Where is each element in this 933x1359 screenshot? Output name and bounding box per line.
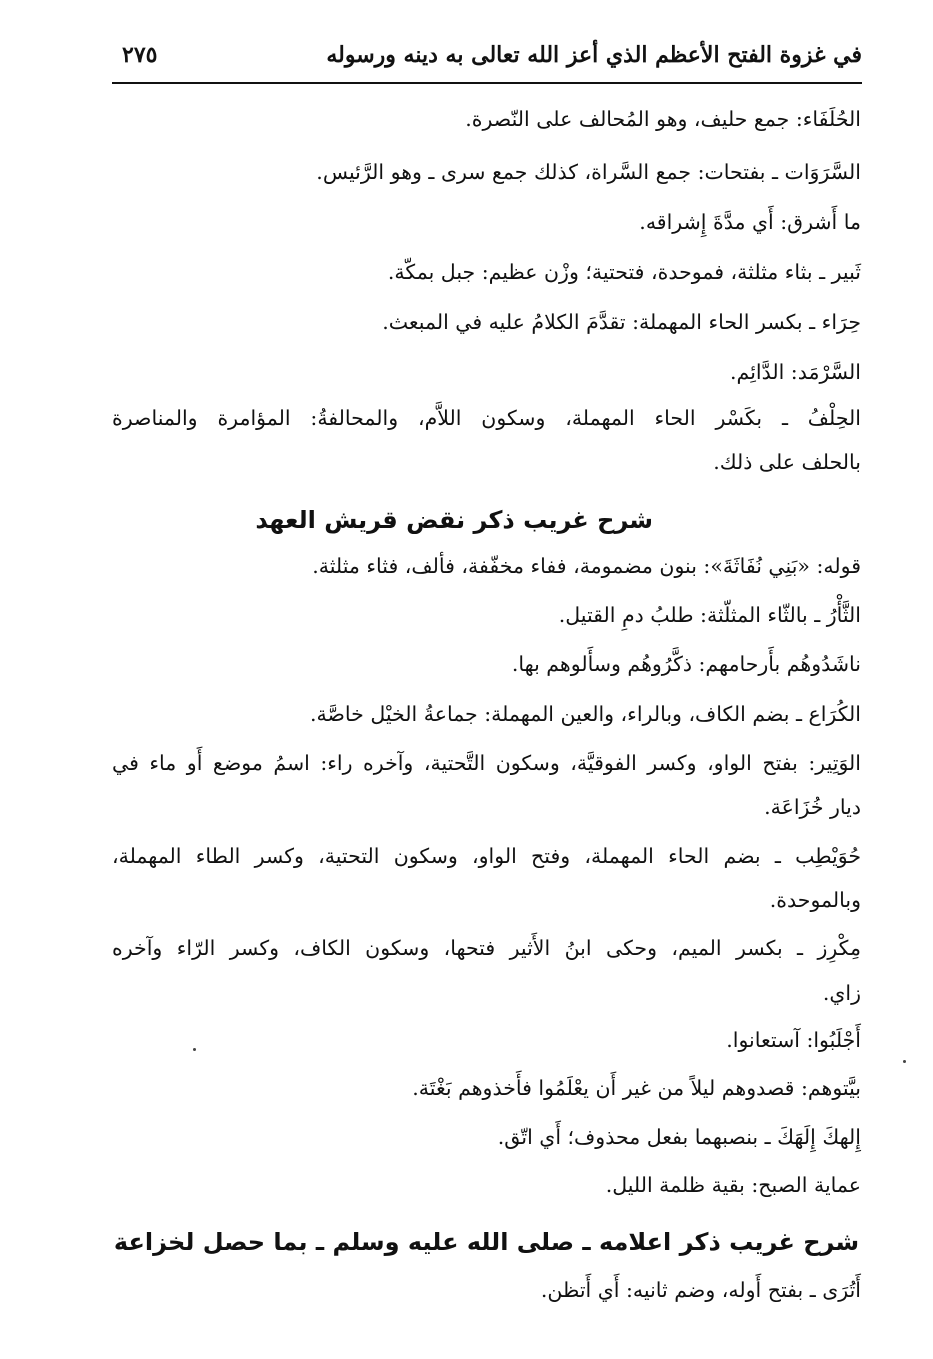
glossary-entry: عماية الصبح: بقية ظلمة الليل. xyxy=(605,1173,861,1197)
glossary-entry: الحُلَفَاء: جمع حليف، وهو المُحالف على النّصرة. xyxy=(465,107,861,131)
glossary-entry: ما أَشرق: أَي مدَّةَ إِشراقه. xyxy=(639,210,861,234)
glossary-entry: السَّرَوَات ـ بفتحات: جمع السَّراة، كذلك جمع سرى ـ وهو الرَّئيس. xyxy=(316,160,861,184)
glossary-entry-continuation: بالحلف على ذلك. xyxy=(713,450,861,474)
scan-speck xyxy=(903,1060,906,1063)
glossary-entry-continuation: ديار خُزَاعَة. xyxy=(764,795,861,819)
glossary-entry-continuation: وبالموحدة. xyxy=(769,888,861,912)
glossary-entry: الكُرَاع ـ بضم الكاف، وبالراء، والعين المهملة: جماعةُ الخيْل خاصَّة. xyxy=(309,702,861,726)
running-header xyxy=(112,38,862,84)
glossary-entry-continuation: زاي. xyxy=(822,981,861,1005)
page-number: ٢٧٥ xyxy=(122,42,158,68)
running-title: في غزوة الفتح الأعظم الذي أعز الله تعالى به دينه ورسوله xyxy=(326,42,862,68)
glossary-entry: الوَتِير: بفتح الواو، وكسر الفوقيَّة، وسكون التَّحتية، وآخره راء: اسمُ موضع أَو ماء في xyxy=(112,751,861,775)
glossary-entry: الحِلْفُ ـ بكَسْر الحاء المهملة، وسكون اللاَّم، والمحالفةُ: المؤامرة والمناصرة xyxy=(112,406,861,430)
scan-speck xyxy=(193,1048,196,1051)
glossary-entry: بيَّتوهم: قصدوهم ليلاً من غير أَن يعْلَمُوا فأَخذوهم بَغْتَة. xyxy=(412,1076,861,1100)
glossary-entry: مِكْرِز ـ بكسر الميم، وحكى ابنُ الأَثير فتحها، وسكون الكاف، وكسر الرّاء وآخره xyxy=(112,936,861,960)
section-heading: شرح غريب ذكر اعلامه ـ صلى الله عليه وسلم ـ بما حصل لخزاعة xyxy=(113,1228,860,1256)
glossary-entry: حِرَاء ـ بكسر الحاء المهملة: تقدَّمَ الكلامُ عليه في المبعث. xyxy=(382,310,861,334)
glossary-entry: قوله: «بَنِي نُفَاثَةَ»: بنون مضمومة، ففاء مخفّفة، فألف، فثاء مثلثة. xyxy=(312,554,861,578)
glossary-entry: ناشَدُوهُم بأَرحامهم: ذكَّرُوهُم وسأَلوهم بها. xyxy=(511,652,861,676)
glossary-entry: السَّرْمَد: الدَّائِم. xyxy=(730,360,861,384)
glossary-entry: ثَبير ـ بثاء مثلثة، فموحدة، فتحتية؛ وزْن عظيم: جبل بمكّة. xyxy=(387,260,861,284)
section-heading: شرح غريب ذكر نقض قريش العهد xyxy=(255,506,653,534)
glossary-entry: أَتُرَى ـ بفتح أَوله، وضم ثانيه: أَي أَتظن. xyxy=(540,1278,861,1302)
glossary-entry: حُوَيْطِب ـ بضم الحاء المهملة، وفتح الواو، وسكون التحتية، وكسر الطاء المهملة، xyxy=(112,844,861,868)
glossary-entry: أَجْلَبُوا: آستعانوا. xyxy=(726,1028,861,1052)
glossary-entry: الثَّأْرُ ـ بالثّاء المثلّثة: طلبُ دمِ القتيل. xyxy=(558,603,861,627)
glossary-entry: إِلهكَ إِلَهَكَ ـ بنصبهما بفعل محذوف؛ أَي اتّق. xyxy=(497,1125,861,1149)
